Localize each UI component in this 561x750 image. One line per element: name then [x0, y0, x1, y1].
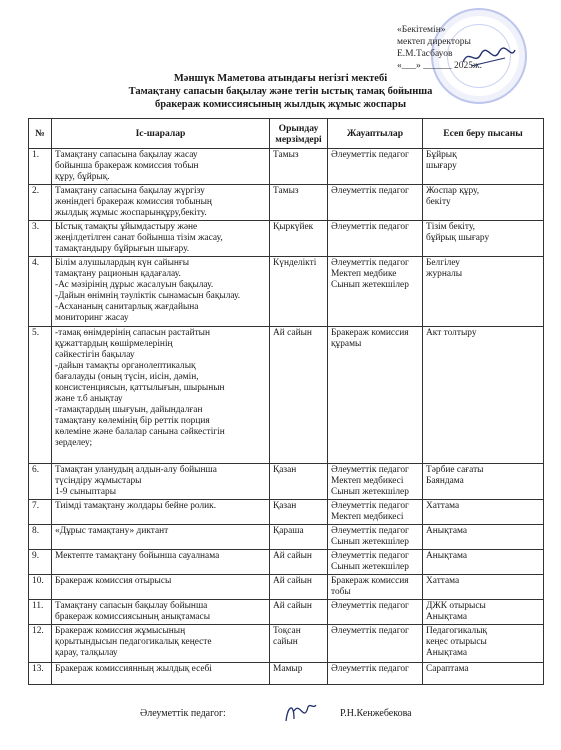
- plan-title-line-1: Тамақтану сапасын бақылау және тегін ыстық тамақ бойынша: [128, 86, 433, 97]
- activity-cell-line: 1-9 сыныптары: [55, 487, 116, 497]
- activity-cell: [52, 625, 270, 663]
- report-form-cell-line: бекіту: [426, 197, 451, 207]
- activity-cell: [52, 464, 270, 500]
- approval-line-3: Е.М.Тасбауов: [397, 49, 453, 59]
- report-form-cell-line: Акт толтыру: [426, 328, 477, 338]
- responsible-cell: [328, 663, 423, 685]
- report-form-cell: [423, 185, 544, 221]
- deadline-cell-line: Қазан: [273, 501, 297, 511]
- deadline-cell: [270, 625, 328, 663]
- table-row: [29, 550, 544, 575]
- deadline-cell: [270, 663, 328, 685]
- report-form-cell-line: Анықтама: [426, 526, 468, 536]
- header-activity: Іс-шаралар: [52, 119, 270, 149]
- activity-cell-line: Тамақтану сапасын бақылау бойынша: [55, 601, 208, 611]
- social-pedagogue-signature: [280, 699, 320, 725]
- row-number: 12.: [29, 625, 52, 663]
- plan-table-wrapper: [28, 118, 543, 685]
- row-number: 9.: [29, 550, 52, 575]
- responsible-cell-line: Мектеп медбикесі: [331, 476, 404, 486]
- header-num: №: [29, 119, 52, 149]
- activity-cell-line: бойынша бракераж комиссия тобын: [55, 161, 199, 171]
- responsible-cell-line: Мектеп медбикесі: [331, 512, 404, 522]
- deadline-cell: [270, 550, 328, 575]
- header-when: Орындау мерзімдері: [270, 119, 328, 149]
- approval-line-4: «___» ______ 2025ж.: [397, 61, 482, 71]
- deadline-cell: [270, 600, 328, 625]
- deadline-cell-line: сайын: [273, 637, 298, 647]
- responsible-cell-line: Әлеуметтік педагог: [331, 551, 409, 561]
- table-row: [29, 464, 544, 500]
- activity-cell-line: жеңілдетілген санат бойынша тізім жасау,: [55, 233, 223, 243]
- table-row: [29, 600, 544, 625]
- report-form-cell: [423, 575, 544, 600]
- activity-cell-line: Мектепте тамақтану бойынша сауалнама: [55, 551, 220, 561]
- deadline-cell-line: Ай сайын: [273, 551, 312, 561]
- activity-cell-line: -дайын тамақты органолептикалық: [55, 361, 196, 371]
- approval-line-2: мектеп директоры: [397, 37, 471, 47]
- activity-cell-line: Бракераж комиссия отырысы: [55, 576, 172, 586]
- responsible-cell-line: Сынып жетекшілер: [331, 487, 409, 497]
- activity-cell-line: мониторинг жасау: [55, 313, 129, 323]
- responsible-cell: [328, 327, 423, 464]
- activity-cell-line: -Асхананың санитарлық жағдайына: [55, 302, 199, 312]
- activity-cell-line: Бракераж комиссиянның жылдық есебі: [55, 664, 212, 674]
- table-row: [29, 257, 544, 327]
- responsible-cell-line: Әлеуметтік педагог: [331, 258, 409, 268]
- activity-cell-line: сәйкестігін бақылау: [55, 350, 135, 360]
- activity-cell-line: Тамақтан уланудың алдын-алу бойынша: [55, 465, 217, 475]
- activity-cell-line: жылдық жұмыс жоспарынқұру,бекіту.: [55, 208, 207, 218]
- activity-cell: [52, 525, 270, 550]
- school-name: Мәншүк Маметова атындағы негізгі мектебі: [173, 73, 388, 84]
- activity-cell-line: қорытындысын педагогикалық кеңесте: [55, 637, 212, 647]
- deadline-cell: [270, 257, 328, 327]
- responsible-cell-line: Сынып жетекшілер: [331, 280, 409, 290]
- report-form-cell-line: Анықтама: [426, 648, 468, 658]
- responsible-cell-line: тобы: [331, 587, 351, 597]
- activity-cell-line: Бракераж комиссия жұмысының: [55, 626, 186, 636]
- report-form-cell: [423, 550, 544, 575]
- header-responsible: Жауаптылар: [328, 119, 423, 149]
- report-form-cell-line: ДЖК отырысы: [426, 601, 486, 611]
- responsible-cell: [328, 550, 423, 575]
- deadline-cell: [270, 149, 328, 185]
- report-form-cell-line: Анықтама: [426, 612, 468, 622]
- table-row: [29, 663, 544, 685]
- report-form-cell-line: кеңес отырысы: [426, 637, 487, 647]
- report-form-cell: [423, 149, 544, 185]
- responsible-cell-line: Әлеуметтік педагог: [331, 601, 409, 611]
- report-form-cell: [423, 663, 544, 685]
- activity-cell-line: құжаттардың көшірмелерінің: [55, 339, 173, 349]
- responsible-cell-line: Әлеуметтік педагог: [331, 626, 409, 636]
- table-row: [29, 149, 544, 185]
- activity-cell-line: қарау, талқылау: [55, 648, 118, 658]
- table-row: [29, 221, 544, 257]
- deadline-cell-line: Қазан: [273, 465, 297, 475]
- responsible-cell-line: Әлеуметтік педагог: [331, 465, 409, 475]
- responsible-cell-line: Әлеуметтік педагог: [331, 526, 409, 536]
- deadline-cell-line: Тамыз: [273, 150, 299, 160]
- deadline-cell: [270, 464, 328, 500]
- activity-cell: [52, 149, 270, 185]
- row-number: 10.: [29, 575, 52, 600]
- report-form-cell-line: Белгілеу: [426, 258, 460, 268]
- report-form-cell: [423, 600, 544, 625]
- plan-table: [28, 118, 544, 685]
- activity-cell-line: Тамақтану сапасына бақылау жүргізу: [55, 186, 205, 196]
- activity-cell-line: -Дайын өнімнің тәуліктік сынамасын бақылау.: [55, 291, 241, 301]
- row-number: 13.: [29, 663, 52, 685]
- activity-cell-line: консистенциясын, қаттылығын, шырынын: [55, 383, 225, 393]
- responsible-cell: [328, 500, 423, 525]
- responsible-cell-line: Әлеуметтік педагог: [331, 222, 409, 232]
- report-form-cell-line: Хаттама: [426, 501, 460, 511]
- row-number: 2.: [29, 185, 52, 221]
- row-number: 1.: [29, 149, 52, 185]
- row-number: 4.: [29, 257, 52, 327]
- report-form-cell-line: Тәрбие сағаты: [426, 465, 484, 475]
- activity-cell-line: -Ас мәзірінің дұрыс жасалуын бақылау.: [55, 280, 214, 290]
- activity-cell-line: бракераж комиссиясының анықтамасы: [55, 612, 210, 622]
- signer-role: Әлеуметтік педагог:: [140, 708, 226, 719]
- activity-cell-line: Тамақтану сапасына бақылау жасау: [55, 150, 198, 160]
- activity-cell-line: «Дұрыс тамақтану» диктант: [55, 526, 169, 536]
- activity-cell: [52, 185, 270, 221]
- row-number: 5.: [29, 327, 52, 464]
- responsible-cell: [328, 600, 423, 625]
- document-footer: [0, 705, 561, 725]
- report-form-cell-line: Хаттама: [426, 576, 460, 586]
- activity-cell-line: түсіндіру жұмыстары: [55, 476, 142, 486]
- row-number: 11.: [29, 600, 52, 625]
- deadline-cell-line: Күнделікті: [273, 258, 317, 268]
- report-form-cell-line: шығару: [426, 161, 457, 171]
- deadline-cell-line: Қыркүйек: [273, 222, 314, 232]
- activity-cell-line: тамақтану көлемінің бір реттік порция: [55, 416, 210, 426]
- director-signature: [459, 44, 519, 70]
- report-form-cell: [423, 221, 544, 257]
- activity-cell: [52, 550, 270, 575]
- report-form-cell-line: Педагогикалық: [426, 626, 488, 636]
- report-form-cell: [423, 625, 544, 663]
- responsible-cell: [328, 464, 423, 500]
- responsible-cell-line: Әлеуметтік педагог: [331, 186, 409, 196]
- report-form-cell-line: Анықтама: [426, 551, 468, 561]
- report-form-cell-line: Тізім бекіту,: [426, 222, 475, 232]
- deadline-cell-line: Ай сайын: [273, 601, 312, 611]
- approval-line-1: «Бекітемін»: [397, 25, 446, 35]
- report-form-cell: [423, 327, 544, 464]
- deadline-cell-line: Ай сайын: [273, 576, 312, 586]
- responsible-cell-line: Сынып жетекшілер: [331, 562, 409, 572]
- plan-title-line-2: бракераж комиссиясының жылдық жұмыс жоспары: [154, 99, 407, 110]
- responsible-cell: [328, 575, 423, 600]
- table-header-row: [29, 119, 544, 149]
- table-row: [29, 525, 544, 550]
- activity-cell: [52, 221, 270, 257]
- deadline-cell: [270, 185, 328, 221]
- activity-cell-line: бағалауды (оның түсін, иісін, дәмін,: [55, 372, 199, 382]
- activity-cell-line: және т.б анықтау: [55, 394, 123, 404]
- activity-cell-line: көлеміне және балалар санына сәйкестігін: [55, 427, 225, 437]
- deadline-cell-line: Қараша: [273, 526, 304, 536]
- responsible-cell: [328, 625, 423, 663]
- deadline-cell: [270, 525, 328, 550]
- table-row: [29, 625, 544, 663]
- row-number: 3.: [29, 221, 52, 257]
- deadline-cell-line: Мамыр: [273, 664, 303, 674]
- report-form-cell-line: Бұйрық: [426, 150, 457, 160]
- activity-cell-line: Білім алушылардың күн сайынғы: [55, 258, 190, 268]
- row-number: 8.: [29, 525, 52, 550]
- report-form-cell-line: журналы: [426, 269, 463, 279]
- report-form-cell: [423, 500, 544, 525]
- table-body: [29, 149, 544, 685]
- activity-cell-line: құру, бұйрық.: [55, 172, 110, 182]
- deadline-cell: [270, 500, 328, 525]
- deadline-cell: [270, 221, 328, 257]
- report-form-cell-line: бұйрық шығару: [426, 233, 490, 243]
- activity-cell-line: Тиімді тамақтану жолдары бейне ролик.: [55, 501, 217, 511]
- signer-name: Р.Н.Кенжебекова: [340, 708, 412, 719]
- deadline-cell-line: Ай сайын: [273, 328, 312, 338]
- responsible-cell: [328, 257, 423, 327]
- responsible-cell: [328, 221, 423, 257]
- activity-cell-line: -тамақтардың шығуын, дайындалған: [55, 405, 203, 415]
- responsible-cell-line: Сынып жетекшілер: [331, 537, 409, 547]
- responsible-cell: [328, 185, 423, 221]
- deadline-cell-line: Тоқсан: [273, 626, 301, 636]
- deadline-cell: [270, 575, 328, 600]
- activity-cell-line: Ыстық тамақты ұйымдастыру және: [55, 222, 198, 232]
- document-header: [0, 72, 561, 111]
- responsible-cell: [328, 525, 423, 550]
- responsible-cell-line: Мектеп медбике: [331, 269, 397, 279]
- table-row: [29, 575, 544, 600]
- table-row: [29, 327, 544, 464]
- report-form-cell-line: Сараптама: [426, 664, 469, 674]
- activity-cell: [52, 600, 270, 625]
- activity-cell-line: -тамақ өнімдерінің сапасын растайтын: [55, 328, 210, 338]
- header-report: Есеп беру пысаны: [423, 119, 544, 149]
- activity-cell-line: тамақтану рационын қадағалау.: [55, 269, 181, 279]
- responsible-cell-line: Әлеуметтік педагог: [331, 501, 409, 511]
- activity-cell: [52, 575, 270, 600]
- table-row: [29, 185, 544, 221]
- responsible-cell: [328, 149, 423, 185]
- responsible-cell-line: Бракераж комиссия: [331, 576, 409, 586]
- table-row: [29, 500, 544, 525]
- report-form-cell-line: Баяндама: [426, 476, 464, 486]
- responsible-cell-line: Әлеуметтік педагог: [331, 150, 409, 160]
- deadline-cell: [270, 327, 328, 464]
- activity-cell-line: жөніндегі бракераж комиссия тобының: [55, 197, 212, 207]
- report-form-cell: [423, 525, 544, 550]
- report-form-cell: [423, 464, 544, 500]
- activity-cell: [52, 500, 270, 525]
- deadline-cell-line: Тамыз: [273, 186, 299, 196]
- activity-cell-line: зерделеу;: [55, 438, 93, 448]
- row-number: 7.: [29, 500, 52, 525]
- activity-cell-line: тамақтандыру бұйрығын шығару.: [55, 244, 190, 254]
- responsible-cell-line: Әлеуметтік педагог: [331, 664, 409, 674]
- responsible-cell-line: Бракераж комиссия: [331, 328, 409, 338]
- activity-cell: [52, 327, 270, 464]
- report-form-cell-line: Жоспар құру,: [426, 186, 480, 196]
- activity-cell: [52, 663, 270, 685]
- activity-cell: [52, 257, 270, 327]
- row-number: 6.: [29, 464, 52, 500]
- report-form-cell: [423, 257, 544, 327]
- responsible-cell-line: құрамы: [331, 339, 362, 349]
